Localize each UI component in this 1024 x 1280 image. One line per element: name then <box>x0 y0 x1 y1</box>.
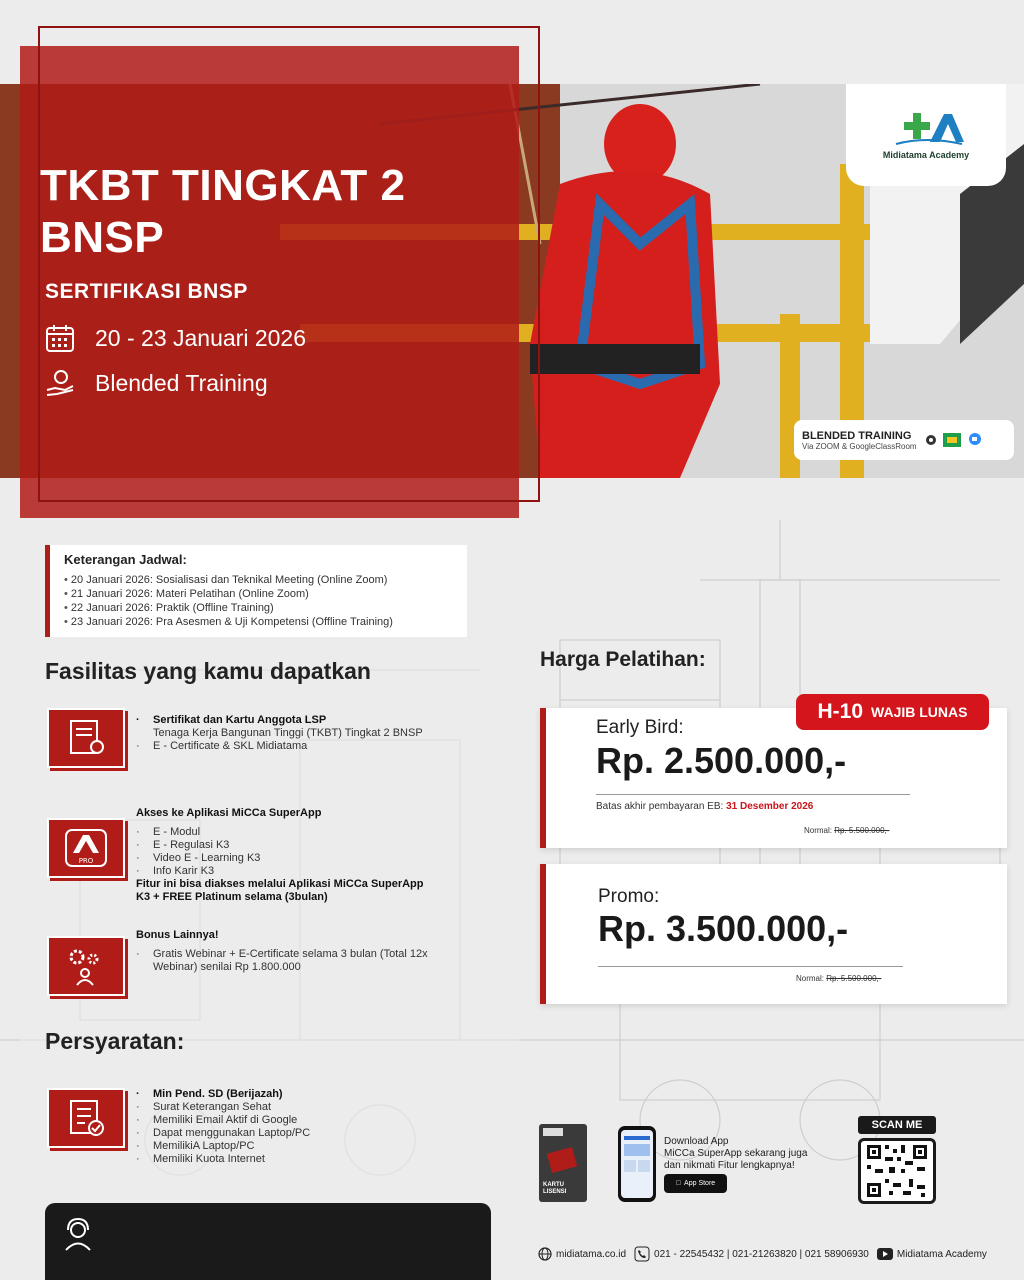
training-hand-icon <box>45 368 75 398</box>
normal-price: Rp. 5.500.000,- <box>834 826 890 835</box>
youtube-channel[interactable]: Midiatama Academy <box>896 1248 987 1260</box>
normal-label: Normal: <box>804 826 833 835</box>
eb-normal-price <box>804 826 889 835</box>
facility-2-item: · E - Modul <box>136 826 476 839</box>
apple-icon <box>676 1180 681 1187</box>
website-link[interactable]: midiatama.co.id <box>556 1248 627 1260</box>
brand-logo-card <box>846 84 1006 186</box>
eb-deadline-label: Batas akhir pembayaran EB: <box>596 801 724 812</box>
early-bird-label: Early Bird: <box>596 717 684 738</box>
checklist-icon <box>47 1088 125 1148</box>
facility-3 <box>136 929 476 974</box>
facility-2-title: Akses ke Aplikasi MiCCa SuperApp <box>136 807 322 819</box>
requirements-list <box>136 1088 456 1166</box>
mode-row <box>45 368 268 398</box>
schedule-item: • 22 Januari 2026: Praktik (Offline Training) <box>64 601 453 615</box>
requirement-item: · Surat Keterangan Sehat <box>136 1101 456 1114</box>
midiatama-logo-icon <box>886 110 966 148</box>
facility-2-item: · Info Karir K3 <box>136 865 476 878</box>
footer <box>538 1246 987 1262</box>
course-subtitle: SERTIFIKASI BNSP <box>45 280 248 303</box>
youtube-icon <box>877 1248 893 1260</box>
app-pro-icon <box>47 818 125 878</box>
requirement-item: · Memiliki Email Aktif di Google <box>136 1114 456 1127</box>
promo-card <box>540 864 1007 1004</box>
facilities-heading: Fasilitas yang kamu dapatkan <box>45 658 371 684</box>
license-card-image <box>539 1124 587 1202</box>
pricing-heading: Harga Pelatihan: <box>540 648 706 671</box>
requirements-heading: Persyaratan: <box>45 1028 185 1054</box>
phone-icon <box>634 1246 650 1262</box>
logo-text: Midiatama Academy <box>882 150 970 160</box>
calendar-icon <box>45 323 75 353</box>
promo-normal-price <box>796 974 881 983</box>
facility-1-line1: Tenaga Kerja Bangunan Tinggi (TKBT) Tingkat 2 BNSP <box>153 727 423 739</box>
facility-1-title: · Sertifikat dan Kartu Anggota LSP <box>136 714 476 727</box>
normal-price: Rp. 5.500.000,- <box>826 974 882 983</box>
gears-user-icon <box>47 936 125 996</box>
facility-3-item: · Gratis Webinar + E-Certificate selama 3 bulan (Total 12x Webinar) senilai Rp 1.800.000 <box>136 948 466 974</box>
app-download-text <box>664 1136 807 1172</box>
date-row <box>45 323 306 353</box>
requirement-item: · Memiliki Kuota Internet <box>136 1153 456 1166</box>
schedule-item: • 23 Januari 2026: Pra Asesmen & Uji Kompetensi (Offline Training) <box>64 615 453 629</box>
license-card-text: KARTU LISENSI <box>543 1182 567 1195</box>
facility-2-item: · E - Regulasi K3 <box>136 839 476 852</box>
customer-service-icon <box>61 1217 95 1251</box>
phone-numbers[interactable]: 021 - 22545432 | 021-21263820 | 021 58906930 <box>654 1248 869 1260</box>
schedule-box <box>45 545 467 637</box>
eb-deadline-date: 31 Desember 2026 <box>726 801 814 812</box>
scan-me-label: SCAN ME <box>858 1116 936 1134</box>
promo-label: Promo: <box>598 886 660 907</box>
blended-title: BLENDED TRAINING <box>802 429 912 442</box>
badge-wajib-lunas: WAJIB LUNAS <box>871 704 968 720</box>
facility-2 <box>136 807 476 904</box>
schedule-title: Keterangan Jadwal: <box>64 552 187 567</box>
divider <box>598 966 903 967</box>
normal-label: Normal: <box>796 974 825 983</box>
app-line2: MiCCa SuperApp sekarang juga <box>664 1148 808 1159</box>
phone-mockup <box>618 1126 656 1202</box>
svg-text:PRO: PRO <box>78 857 94 865</box>
badge-h10: H-10 <box>817 700 864 723</box>
eb-deadline <box>596 801 813 812</box>
deadline-badge <box>796 694 989 730</box>
blended-training-badge <box>794 420 1014 460</box>
requirement-item: · Dapat menggunakan Laptop/PC <box>136 1127 456 1140</box>
facility-1-line2: · E - Certificate & SKL Midiatama <box>136 740 476 753</box>
globe-icon <box>538 1247 552 1261</box>
app-line1: Download App <box>664 1136 729 1147</box>
schedule-item: • 20 Januari 2026: Sosialisasi dan Teknikal Meeting (Online Zoom) <box>64 573 453 587</box>
certificate-icon <box>47 708 125 768</box>
app-store-button[interactable] <box>664 1174 727 1193</box>
app-store-label: App Store <box>681 1180 713 1187</box>
early-bird-price: Rp. 2.500.000,- <box>596 740 847 781</box>
app-line3: dan nikmati Fitur lengkapnya! <box>664 1160 795 1171</box>
promo-price: Rp. 3.500.000,- <box>598 908 849 949</box>
course-title: TKBT TINGKAT 2 BNSP <box>40 161 406 262</box>
schedule-item: • 21 Januari 2026: Materi Pelatihan (Online Zoom) <box>64 587 453 601</box>
blended-sub: Via ZOOM & GoogleClassRoom <box>802 441 917 451</box>
requirement-item: · MemilikiA Laptop/PC <box>136 1140 456 1153</box>
facility-3-title: Bonus Lainnya! <box>136 929 219 941</box>
qr-block[interactable] <box>858 1116 936 1214</box>
zoom-classroom-icon <box>923 431 985 449</box>
divider <box>596 794 910 795</box>
training-mode: Blended Training <box>95 369 268 396</box>
facility-2-note: Fitur ini bisa diakses melalui Aplikasi MiCCa SuperApp K3 + FREE Platinum selama (3bulan) <box>136 878 424 903</box>
facility-1 <box>136 714 476 753</box>
course-date: 20 - 23 Januari 2026 <box>95 324 306 351</box>
contact-bar[interactable] <box>45 1203 491 1280</box>
facility-2-item: · Video E - Learning K3 <box>136 852 476 865</box>
requirement-item: · Min Pend. SD (Berijazah) <box>136 1088 456 1101</box>
qr-code <box>858 1138 936 1204</box>
